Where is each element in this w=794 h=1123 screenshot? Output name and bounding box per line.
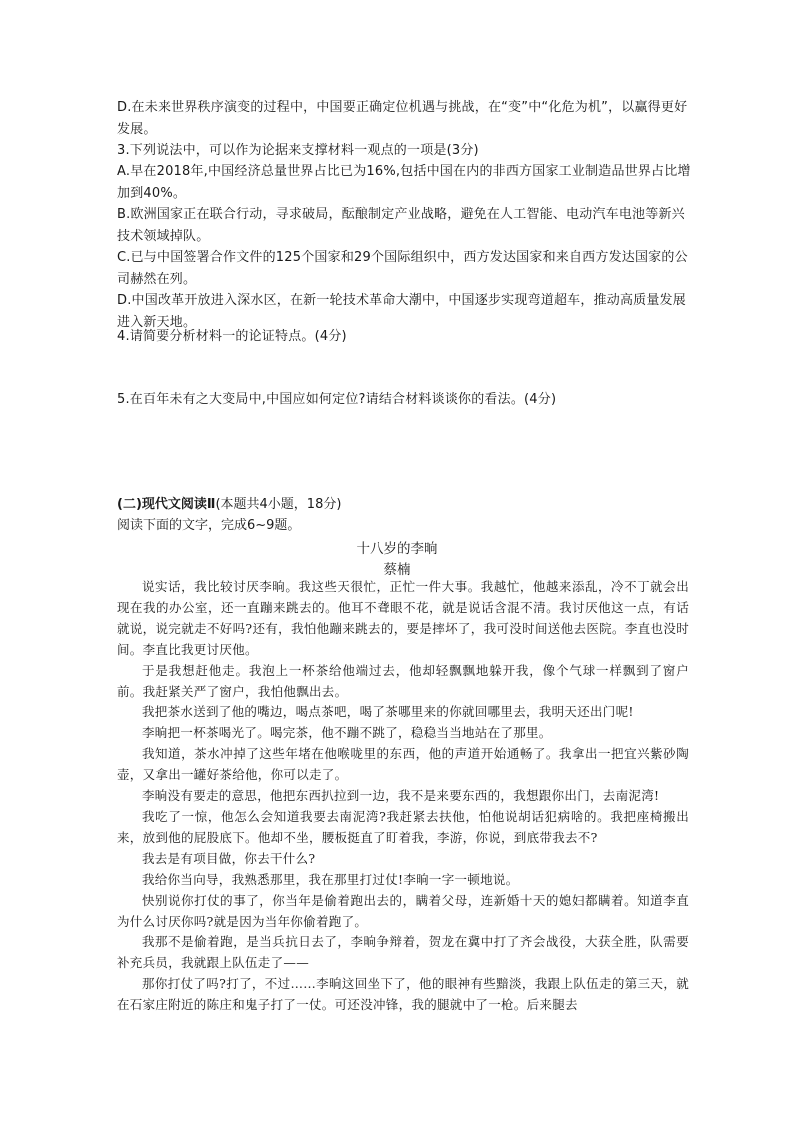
question-3-option-b: B.欧洲国家正在联合行动，寻求破局，酝酿制定产业战略，避免在人工智能、电动汽车电池等新兴技术领域掉队。 (117, 207, 685, 244)
story-paragraph: 快别说你打仗的事了，你当年是偷着跑出去的，瞒着父母，连新婚十天的媳妇都瞒着。知道李直为什么讨厌你吗?就是因为当年你偷着跑了。 (117, 892, 689, 929)
question-3-option-a: A.早在2018年,中国经济总量世界占比已为16%,包括中国在内的非西方国家工业制造品世界占比增加到40%。 (117, 164, 691, 201)
question-3-stem: 3.下列说法中，可以作为论据来支撑材料一观点的一项是(3分) (117, 143, 479, 158)
story-paragraph: 我给你当向导，我熟悉那里，我在那里打过仗!李晌一字一顿地说。 (142, 871, 519, 887)
story-paragraph: 那你打仗了吗?打了，不过……李晌这回坐下了，他的眼神有些黯淡，我跟上队伍走的第三天，就在石家庄附近的陈庄和鬼子打了一仗。可还没冲锋，我的腿就中了一枪。后来腿去 (117, 976, 689, 1013)
story-title: 十八岁的李晌 (356, 541, 438, 557)
story-paragraph: 说实话，我比较讨厌李晌。我这些天很忙，正忙一件大事。我越忙，他越来添乱，冷不丁就会出现在我的办公室，还一直蹦来跳去的。他耳不聋眼不花，就是说话含混不清。我讨厌他这一点，有话就说，说完就走不好吗?还有，我怕他蹦来跳去的，要是摔坏了，我可没时间送他去医院。李直也没时间。李直比我更讨厌他。 (117, 579, 689, 657)
section-heading (117, 493, 341, 512)
story-paragraph: 李晌没有要走的意思，他把东西扒拉到一边，我不是来要东西的，我想跟你出门，去南泥湾! (142, 788, 660, 804)
story-paragraph: 于是我想赶他走。我泡上一杯茶给他端过去，他却轻飘飘地躲开我，像个气球一样飘到了窗户前。我赶紧关严了窗户，我怕他飘出去。 (117, 662, 689, 699)
section-heading-title: (二)现代文阅读Ⅱ (117, 497, 216, 512)
question-3-option-c: C.已与中国签署合作文件的125个国家和29个国际组织中，西方发达国家和来自西方发达国家的公司赫然在列。 (117, 250, 688, 287)
question-3-option-d: D.中国改革开放进入深水区，在新一轮技术革命大潮中，中国逐步实现弯道超车，推动高质量发展进入新天地。 (117, 293, 686, 330)
story-paragraph: 我知道，茶水冲掉了这些年堵在他喉咙里的东西，他的声道开始通畅了。我拿出一把宜兴紫砂陶壶，又拿出一罐好茶给他，你可以走了。 (117, 746, 689, 783)
story-paragraph: 我那不是偷着跑，是当兵抗日去了，李晌争辩着，贺龙在冀中打了齐会战役，大获全胜，队需要补充兵员，我就跟上队伍走了—— (117, 934, 689, 971)
story-body (117, 577, 689, 1016)
section-heading-note: (本题共4小题，18分) (215, 497, 342, 512)
question-2-option-d: D.在未来世界秩序演变的过程中，中国要正确定位机遇与挑战，在“变”中“化危为机”，以赢得更好发展。 (117, 100, 688, 137)
story-paragraph: 我吃了一惊，他怎么会知道我要去南泥湾?我赶紧去扶他，怕他说胡话犯病啥的。我把座椅搬出来，放到他的屁股底下。他却不坐，腰板挺直了盯着我，李游，你说，到底带我去不? (117, 808, 689, 845)
question-5: 5.在百年未有之大变局中,中国应如何定位?请结合材料谈谈你的看法。(4分) (117, 392, 557, 407)
story-paragraph: 李晌把一杯茶喝光了。喝完茶，他不蹦不跳了，稳稳当当地站在了那里。 (142, 725, 552, 741)
story-paragraph: 我去是有项目做，你去干什么? (142, 850, 316, 866)
question-4: 4.请简要分析材料一的论证特点。(4分) (117, 329, 347, 344)
story-paragraph: 我把茶水送到了他的嘴边，喝点茶吧，喝了茶哪里来的你就回哪里去，我明天还出门呢! (142, 704, 634, 720)
story-author: 蔡楠 (383, 562, 411, 578)
reading-instruction: 阅读下面的文字，完成6~9题。 (117, 518, 301, 533)
